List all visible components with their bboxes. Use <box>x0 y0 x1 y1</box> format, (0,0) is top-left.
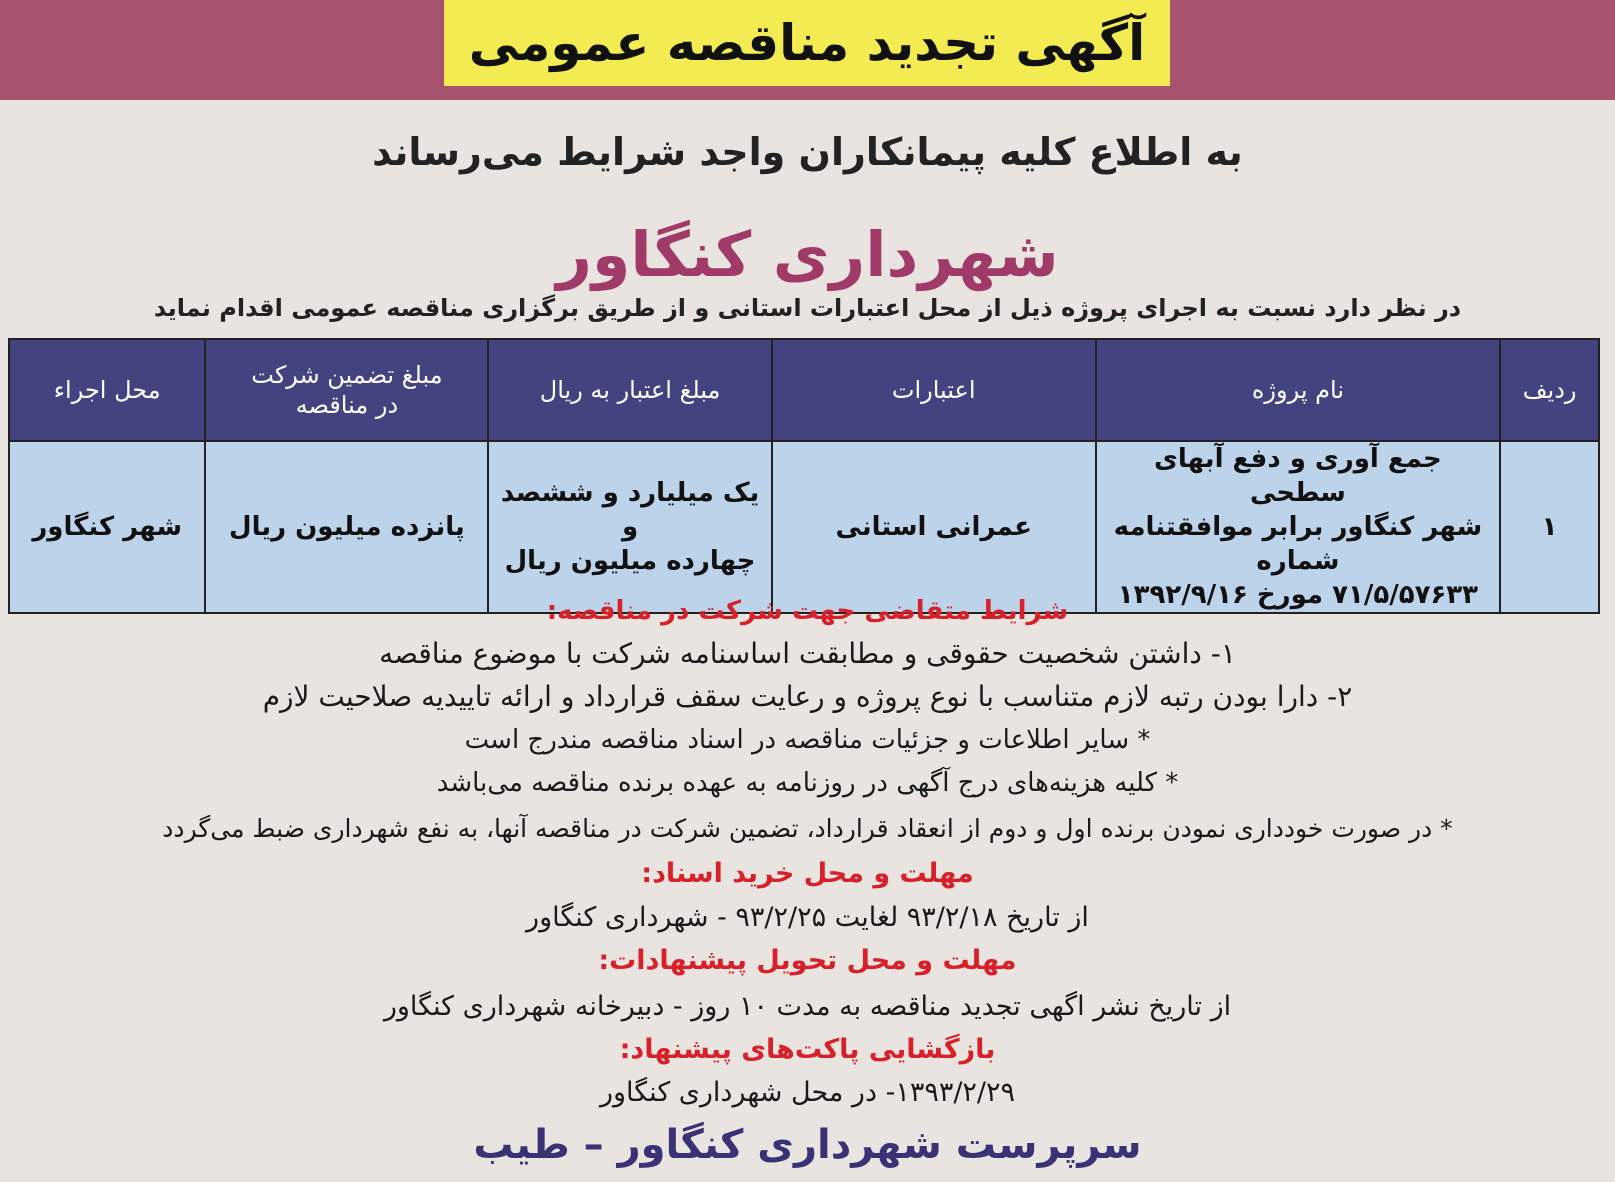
title-banner <box>444 0 1170 86</box>
condition-item-4: * کلیه هزینه‌های درج آگهی در روزنامه به عهده برنده مناقصه می‌باشد <box>436 768 1179 798</box>
condition-item-2: ۲- دارا بودن رتبه لازم متناسب با نوع پروژه و رعایت سقف قرارداد و ارائه تاییدیه صلاحیت لازم <box>262 680 1353 713</box>
cell-row-number: ۱ <box>1500 441 1599 613</box>
cell-location: شهر کنگاور <box>9 441 205 613</box>
project-line3: ۷۱/۵/۵۷۶۳۳ مورخ ۱۳۹۲/۹/۱۶ <box>1117 580 1479 610</box>
signature: سرپرست شهرداری کنگاور – طیب <box>473 1122 1142 1168</box>
organization-name: شهرداری کنگاور <box>556 218 1059 291</box>
proposals-text: از تاریخ نشر اگهی تجدید مناقصه به مدت ۱۰ روز - دبیرخانه شهرداری کنگاور <box>383 991 1232 1022</box>
opening-title: بازگشایی پاکت‌های پیشنهاد: <box>619 1034 996 1065</box>
header-row-number: ردیف <box>1500 339 1599 441</box>
cell-guarantee: پانزده میلیون ریال <box>205 441 488 613</box>
project-line2: شهر کنگاور برابر موافقتنامه شماره <box>1113 512 1483 576</box>
header-credit-amount: مبلغ اعتبار به ریال <box>488 339 771 441</box>
intro-text: به اطلاع کلیه پیمانکاران واجد شرایط می‌رساند <box>372 130 1243 174</box>
header-guarantee-line1: مبلغ تضمین شرکت <box>251 361 443 389</box>
header-guarantee-line2: در مناقصه <box>295 391 399 419</box>
documents-title: مهلت و محل خرید اسناد: <box>641 858 974 889</box>
opening-text: ۱۳۹۳/۲/۲۹- در محل شهرداری کنگاور <box>599 1077 1016 1108</box>
page-title: آگهی تجدید مناقصه عمومی <box>468 14 1146 72</box>
condition-item-5: * در صورت خودداری نمودن برنده اول و دوم از انعقاد قرارداد، تضمین شرکت در مناقصه آنها، به نفع شهرداری ضبط می‌گردد <box>162 814 1453 843</box>
header-location: محل اجراء <box>9 339 205 441</box>
cell-credit-amount <box>488 441 771 613</box>
header-credit-type: اعتبارات <box>772 339 1096 441</box>
condition-item-1: ۱- داشتن شخصیت حقوقی و مطابقت اساسنامه شرکت با موضوع مناقصه <box>379 637 1236 670</box>
project-line1: جمع آوری و دفع آبهای سطحی <box>1154 444 1442 508</box>
table-header-row <box>9 339 1599 441</box>
table-row <box>9 441 1599 613</box>
header-guarantee <box>205 339 488 441</box>
cell-project-name <box>1096 441 1501 613</box>
amount-line1: یک میلیارد و ششصد و <box>500 478 760 542</box>
documents-text: از تاریخ ۹۳/۲/۱۸ لغایت ۹۳/۲/۲۵ - شهرداری کنگاور <box>526 902 1089 933</box>
cell-credit-type: عمرانی استانی <box>772 441 1096 613</box>
conditions-title: شرایط متقاضی جهت شرکت در مناقصه: <box>546 596 1069 626</box>
projects-table <box>8 338 1600 614</box>
condition-item-3: * سایر اطلاعات و جزئیات مناقصه در اسناد مناقصه مندرج است <box>464 725 1151 755</box>
purpose-text: در نظر دارد نسبت به اجرای پروژه ذیل از محل اعتبارات استانی و از طریق برگزاری مناقصه عمومی اقدام نماید <box>153 294 1462 322</box>
amount-line2: چهارده میلیون ریال <box>504 546 756 576</box>
proposals-title: مهلت و محل تحویل پیشنهادات: <box>598 945 1017 976</box>
header-project-name: نام پروژه <box>1096 339 1501 441</box>
